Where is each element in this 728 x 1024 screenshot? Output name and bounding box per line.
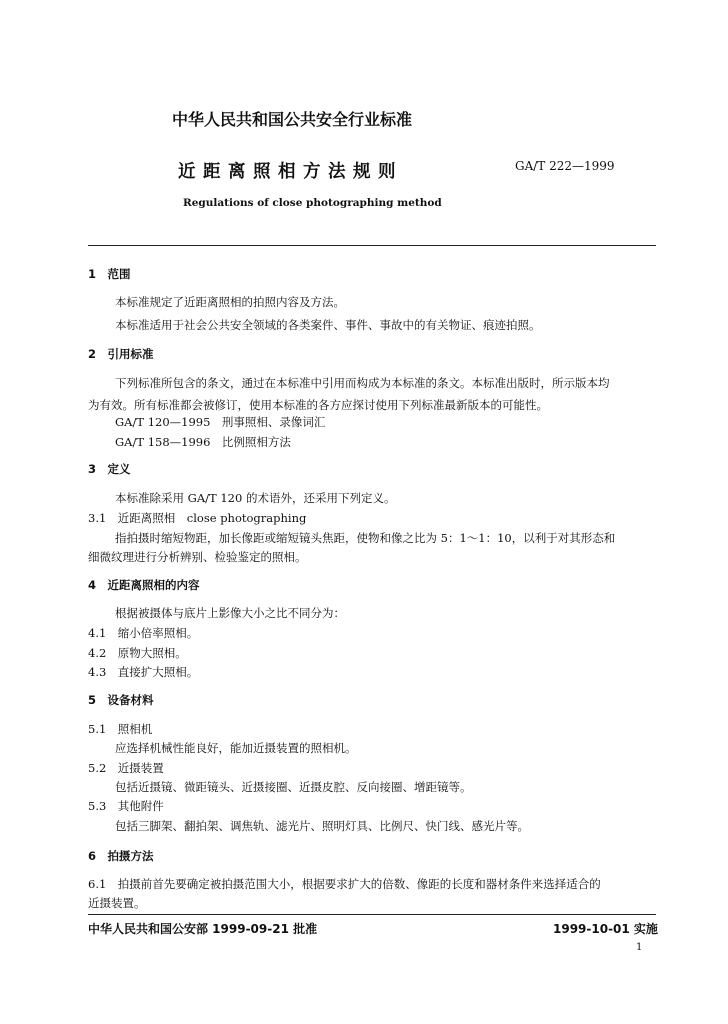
section-4-item-1: 4.1 缩小倍率照相。	[88, 626, 199, 640]
section-5-item-3-title: 5.3 其他附件	[88, 799, 164, 813]
section-1-heading: 1 范围	[88, 267, 131, 281]
section-5-item-2-title: 5.2 近摄装置	[88, 761, 164, 775]
section-1-para-2: 本标准适用于社会公共安全领域的各类案件、事件、事故中的有关物证、痕迹拍照。	[115, 318, 541, 332]
definition-3-1-title: 3.1 近距离照相 close photographing	[88, 511, 307, 525]
footer-divider	[88, 914, 656, 915]
english-title: Regulations of close photographing method	[183, 197, 442, 209]
section-2-para-line-2: 为有效。所有标准都会被修订，使用本标准的各方应探讨使用下列标准最新版本的可能性。	[88, 398, 548, 412]
section-3-heading: 3 定义	[88, 462, 131, 476]
definition-3-1-line-1: 指拍摄时缩短物距，加长像距或缩短镜头焦距，使物和像之比为 5：1～1：10，以利于对其形态和	[115, 531, 616, 545]
section-4-heading: 4 近距离照相的内容	[88, 578, 200, 592]
section-6-item-1-line-1: 6.1 拍摄前首先要确定被拍摄范围大小，根据要求扩大的倍数、像距的长度和器材条件来选择适合的	[88, 877, 601, 891]
section-1-para-1: 本标准规定了近距离照相的拍照内容及方法。	[115, 295, 345, 309]
standard-code: GA/T 222—1999	[515, 159, 615, 173]
section-6-heading: 6 拍摄方法	[88, 849, 154, 863]
section-2-para-line-1: 下列标准所包含的条文，通过在本标准中引用而构成为本标准的条文。本标准出版时，所示版本均	[115, 376, 610, 390]
header-divider	[88, 245, 656, 246]
implementation-date: 1999-10-01 实施	[553, 922, 658, 936]
approval-statement: 中华人民共和国公安部 1999-09-21 批准	[88, 922, 318, 936]
definition-3-1-line-2: 细微纹理进行分析辨别、检验鉴定的照相。	[88, 550, 307, 564]
section-2-reference-2: GA/T 158—1996 比例照相方法	[115, 435, 291, 449]
section-5-item-1-text: 应选择机械性能良好，能加近摄装置的照相机。	[115, 741, 357, 755]
section-4-item-3: 4.3 直接扩大照相。	[88, 665, 199, 679]
section-3-para-1: 本标准除采用 GA/T 120 的术语外，还采用下列定义。	[115, 491, 396, 505]
page-number: 1	[636, 942, 643, 953]
section-5-item-2-text: 包括近摄镜、微距镜头、近摄接圈、近摄皮腔、反向接圈、增距镜等。	[115, 780, 472, 794]
section-4-para-1: 根据被摄体与底片上影像大小之比不同分为：	[115, 606, 345, 620]
document-title: 近距离照相方法规则	[178, 162, 403, 182]
section-5-item-1-title: 5.1 照相机	[88, 722, 153, 736]
section-4-item-2: 4.2 原物大照相。	[88, 646, 187, 660]
section-2-reference-1: GA/T 120—1995 刑事照相、录像词汇	[115, 415, 326, 429]
section-2-heading: 2 引用标准	[88, 347, 154, 361]
standard-organization: 中华人民共和国公共安全行业标准	[172, 110, 413, 129]
section-5-item-3-text: 包括三脚架、翻拍架、调焦轨、滤光片、照明灯具、比例尺、快门线、感光片等。	[115, 819, 529, 833]
section-5-heading: 5 设备材料	[88, 693, 154, 707]
section-6-item-1-line-2: 近摄装置。	[88, 896, 146, 910]
